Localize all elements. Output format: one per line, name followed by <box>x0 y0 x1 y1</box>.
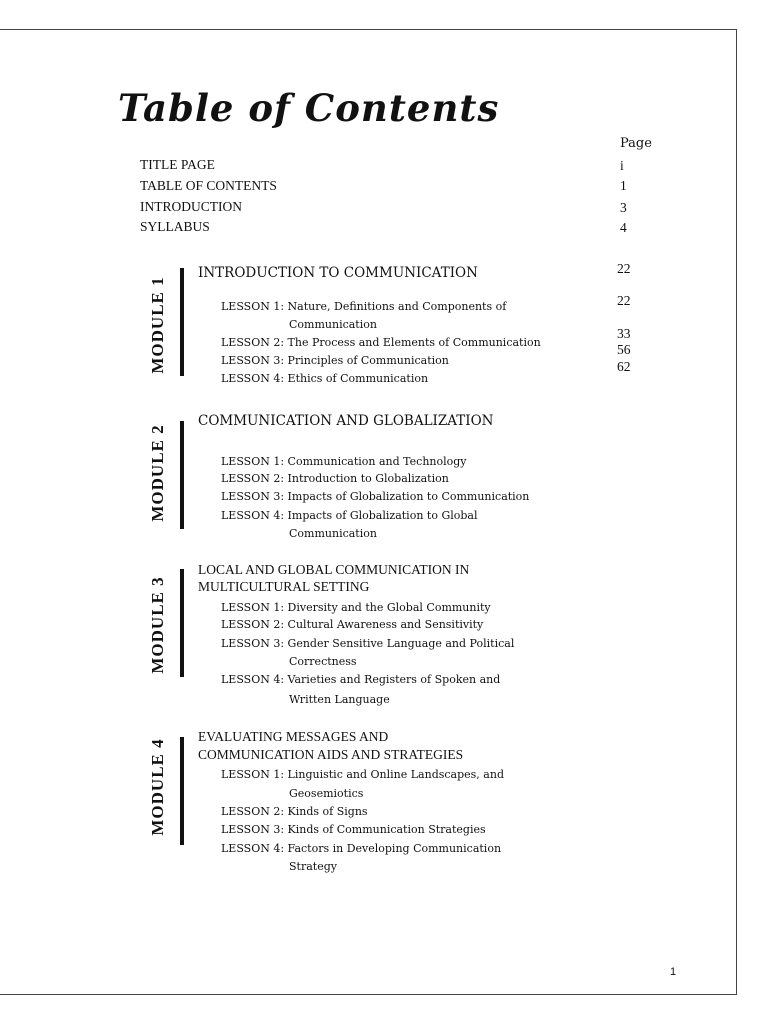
module-1-page-3: 33 <box>617 326 631 341</box>
module-3-title-line-1: LOCAL AND GLOBAL COMMUNICATION IN <box>198 562 470 577</box>
module-4-lesson-3: LESSON 3: Kinds of Communication Strategies <box>221 823 486 836</box>
module-1-page-1: 22 <box>617 261 631 276</box>
module-2-lesson-1: LESSON 1: Communication and Technology <box>221 455 467 468</box>
module-4-lesson-4: LESSON 4: Factors in Developing Communication <box>221 842 502 855</box>
module-1-lesson-4: LESSON 4: Ethics of Communication <box>221 372 429 385</box>
toc-entry-title-page: TITLE PAGE <box>140 157 215 172</box>
module-2-label: MODULE 2 <box>148 424 167 522</box>
module-1-page-4: 56 <box>617 342 631 357</box>
module-1-page-2: 22 <box>617 293 631 308</box>
module-4-lesson-2: LESSON 2: Kinds of Signs <box>221 805 368 818</box>
page-title: Table of Contents <box>118 86 500 130</box>
module-4-label: MODULE 4 <box>148 738 167 836</box>
module-4-title-line-1: EVALUATING MESSAGES AND <box>198 729 389 744</box>
module-2-lesson-4: LESSON 4: Impacts of Globalization to Global <box>221 509 478 522</box>
module-1-lesson-1: LESSON 1: Nature, Definitions and Components of <box>221 300 507 313</box>
module-4-title-line-2: COMMUNICATION AIDS AND STRATEGIES <box>198 747 464 762</box>
toc-entry-table-of-contents: TABLE OF CONTENTS <box>140 178 277 193</box>
module-4-lesson-4-cont: Strategy <box>289 860 337 873</box>
module-3-lesson-1: LESSON 1: Diversity and the Global Community <box>221 601 491 614</box>
module-1-page-5: 62 <box>617 359 631 374</box>
module-3-lesson-2: LESSON 2: Cultural Awareness and Sensitivity <box>221 618 484 631</box>
toc-page-table-of-contents: 1 <box>620 178 627 193</box>
toc-entry-introduction: INTRODUCTION <box>140 199 242 214</box>
page-column-label: Page <box>620 136 652 151</box>
toc-page-syllabus: 4 <box>620 220 627 235</box>
module-1-lesson-2: LESSON 2: The Process and Elements of Communication <box>221 336 541 349</box>
toc-page-title-page: i <box>620 158 624 173</box>
module-1-lesson-1-cont: Communication <box>289 318 377 331</box>
module-2-lesson-4-cont: Communication <box>289 527 377 540</box>
module-1-lesson-3: LESSON 3: Principles of Communication <box>221 354 449 367</box>
module-2-lesson-3: LESSON 3: Impacts of Globalization to Communication <box>221 490 530 503</box>
module-1-title: INTRODUCTION TO COMMUNICATION <box>198 265 478 281</box>
module-3-lesson-4-cont: Written Language <box>289 693 390 706</box>
module-2-title: COMMUNICATION AND GLOBALIZATION <box>198 413 494 429</box>
toc-entry-syllabus: SYLLABUS <box>140 219 210 234</box>
module-3-lesson-4: LESSON 4: Varieties and Registers of Spoken and <box>221 673 501 686</box>
module-2-bar <box>180 421 184 529</box>
module-1-label: MODULE 1 <box>148 276 167 374</box>
toc-page-introduction: 3 <box>620 200 627 215</box>
module-4-bar <box>180 737 184 845</box>
module-3-bar <box>180 569 184 677</box>
module-3-lesson-3-cont: Correctness <box>289 655 357 668</box>
module-2-lesson-2: LESSON 2: Introduction to Globalization <box>221 472 449 485</box>
module-1-bar <box>180 268 184 376</box>
module-4-lesson-1-cont: Geosemiotics <box>289 787 364 800</box>
module-3-label: MODULE 3 <box>148 576 167 674</box>
module-3-title-line-2: MULTICULTURAL SETTING <box>198 579 370 594</box>
module-3-lesson-3: LESSON 3: Gender Sensitive Language and Political <box>221 637 515 650</box>
page-number: 1 <box>670 966 677 978</box>
module-4-lesson-1: LESSON 1: Linguistic and Online Landscapes, and <box>221 768 504 781</box>
